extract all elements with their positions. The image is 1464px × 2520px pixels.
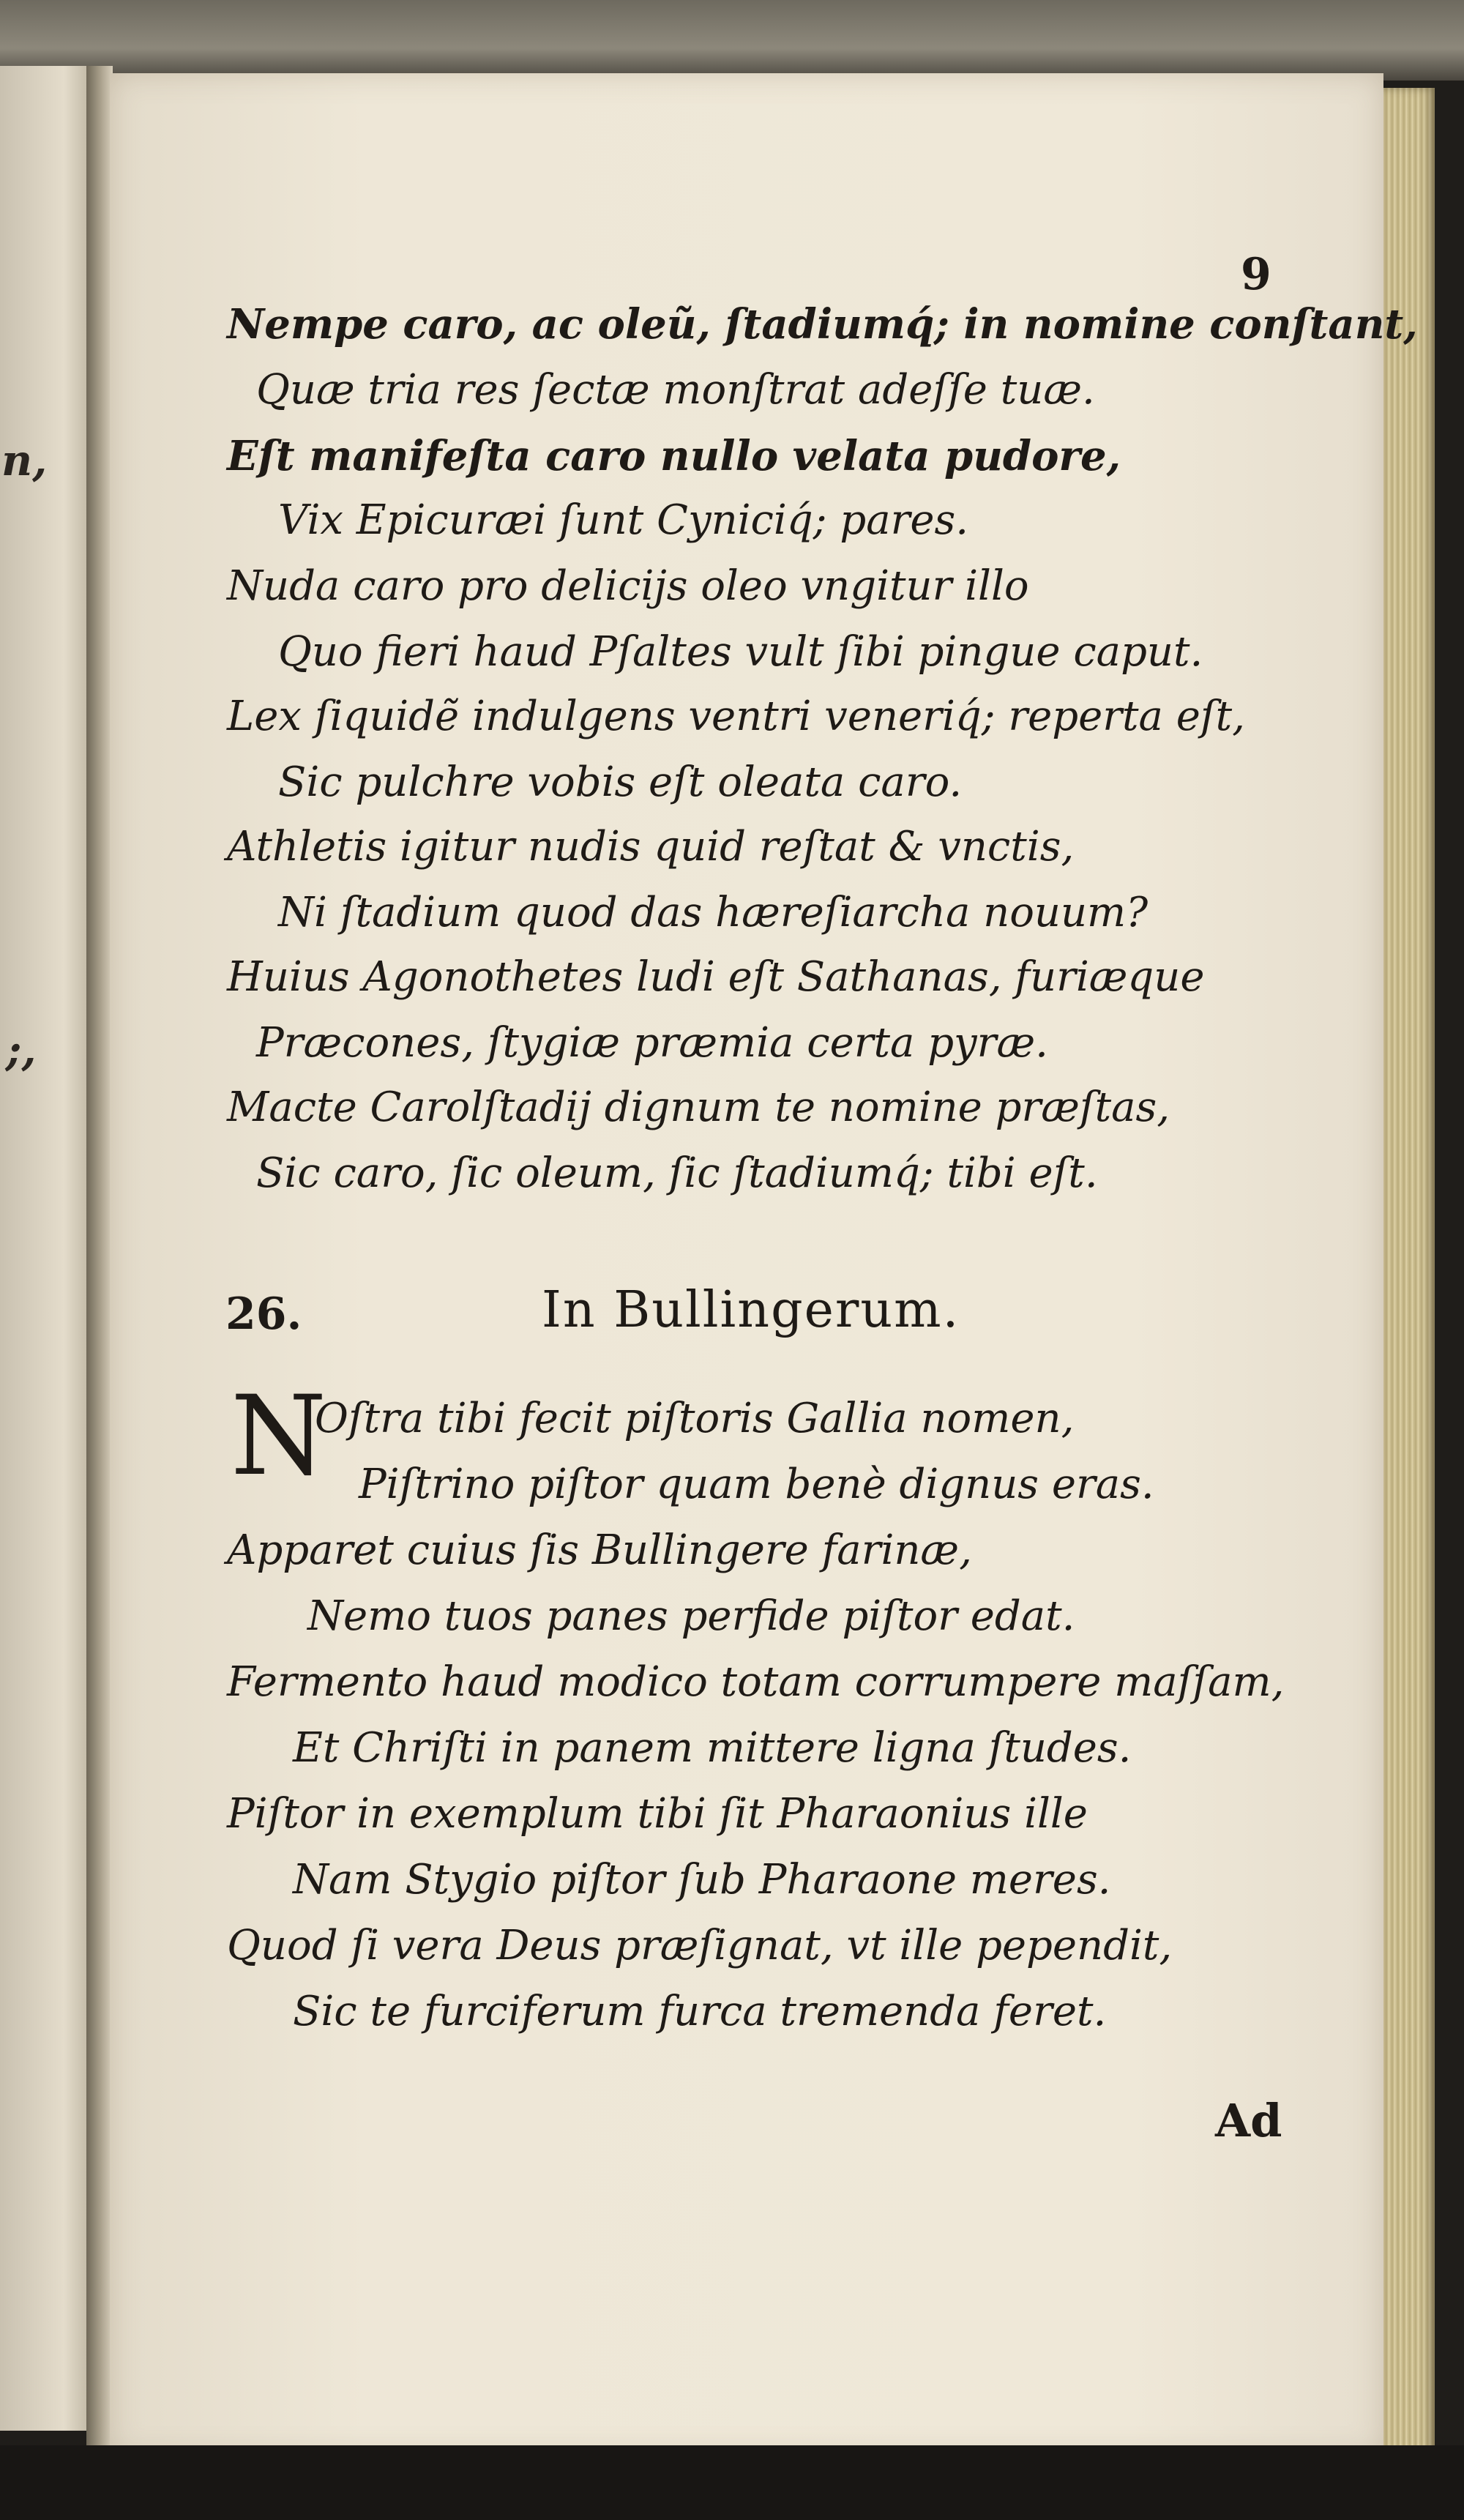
verse-line: Sic caro, ſic oleum, ſic ſtadiumq́; tibi eſt.: [256, 1149, 1098, 1197]
verse-line: Quod ſi vera Deus præſignat, vt ille pependit,: [227, 1922, 1173, 1969]
verse-line: Macte Carolſtadij dignum te nomine præſtas,: [227, 1084, 1170, 1131]
verse-line: Piſtor in exemplum tibi ſit Pharaonius ille: [227, 1790, 1088, 1838]
verse-line: Eſt manifeſta caro nullo velata pudore,: [227, 432, 1121, 480]
verse-line: Piſtrino piſtor quam benè dignus eras.: [359, 1461, 1154, 1508]
page-number: 9: [1241, 249, 1271, 300]
verse-line: Nam Stygio piſtor ſub Pharaone meres.: [293, 1856, 1111, 1904]
verse-line: Præcones, ſtygiæ præmia certa pyræ.: [256, 1019, 1048, 1067]
verse-line: Nuda caro pro delicijs oleo vngitur illo: [227, 562, 1029, 610]
verse-line: Nemo tuos panes perfide piſtor edat.: [307, 1592, 1075, 1640]
verse-line: Quæ tria res ſectæ monſtrat adeſſe tuæ.: [256, 366, 1095, 414]
verse-line: Sic pulchre vobis eſt oleata caro.: [278, 758, 963, 806]
left-page-edge: [0, 66, 94, 2431]
poem-title: In Bullingerum.: [542, 1281, 960, 1339]
verse-line: Sic te furciferum furca tremenda feret.: [293, 1988, 1107, 2035]
poem-number: 26.: [225, 1289, 302, 1340]
verse-line: Oſtra tibi fecit piſtoris Gallia nomen,: [315, 1395, 1075, 1442]
verse-line: Nempe caro, ac oleũ, ſtadiumq́; in nomine conſtant,: [227, 300, 1418, 348]
gutter: [86, 66, 113, 2453]
verse-line: Quo fieri haud Pſaltes vult ſibi pingue caput.: [278, 628, 1203, 676]
verse-line: Vix Epicuræi ſunt Cyniciq́; pares.: [278, 496, 969, 544]
verse-line: Fermento haud modico totam corrumpere maſſam,: [227, 1658, 1285, 1706]
left-page-fragment: ;,: [6, 1025, 37, 1075]
drop-cap: N: [231, 1373, 327, 1500]
verse-line: Ni ſtadium quod das hæreſiarcha nouum?: [278, 889, 1149, 936]
page-9: [110, 73, 1418, 2456]
top-shadow: [0, 0, 1464, 81]
verse-line: Athletis igitur nudis quid reſtat & vnctis,: [227, 823, 1075, 871]
bottom-shadow: [0, 2445, 1464, 2520]
verse-line: Et Chriſti in panem mittere ligna ſtudes.: [293, 1724, 1132, 1772]
fore-edge: [1383, 88, 1435, 2460]
verse-line: Lex ſiquidẽ indulgens ventri veneriq́; reperta eſt,: [227, 693, 1245, 740]
left-page-fragment: n,: [1, 436, 48, 485]
catchword: Ad: [1215, 2094, 1282, 2147]
verse-line: Apparet cuius ſis Bullingere farinæ,: [227, 1526, 972, 1574]
verse-line: Huius Agonothetes ludi eſt Sathanas, furiæque: [227, 953, 1205, 1001]
